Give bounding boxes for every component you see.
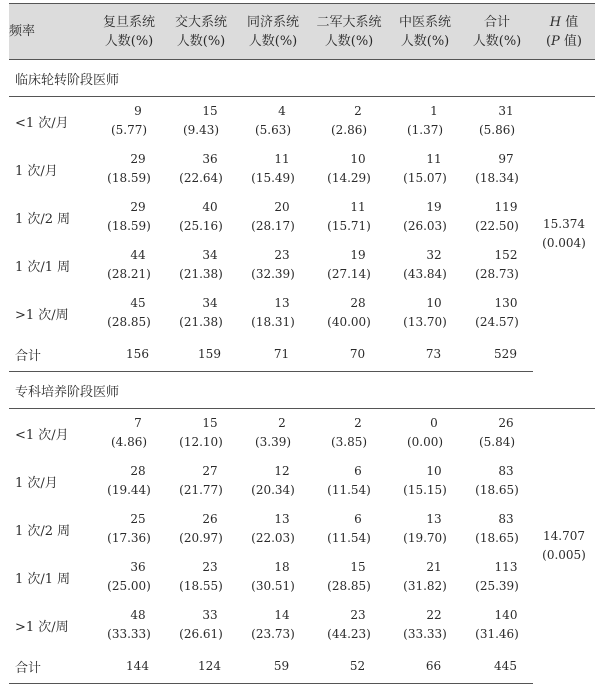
- cell-percent: (28.73): [475, 267, 519, 281]
- cell-count: 29: [130, 200, 146, 214]
- cell-percent: (43.84): [403, 267, 447, 281]
- header-col-total: 合计 人数(%): [461, 4, 533, 60]
- cell-percent: (21.38): [179, 267, 223, 281]
- cell-count: 2: [278, 416, 286, 430]
- table-cell: [389, 145, 461, 193]
- cell-percent: (2.86): [330, 123, 368, 137]
- table-cell: [309, 289, 389, 337]
- table-cell: [461, 409, 533, 458]
- cell-count: 15: [202, 104, 218, 118]
- cell-percent: (15.49): [251, 171, 295, 185]
- total-value: 156: [93, 337, 165, 372]
- table-cell: [165, 601, 237, 649]
- cell-count: 19: [426, 200, 442, 214]
- table-cell: [165, 145, 237, 193]
- cell-count: 83: [498, 512, 514, 526]
- cell-count: 6: [354, 512, 362, 526]
- total-value: 124: [165, 649, 237, 684]
- cell-percent: (13.70): [403, 315, 447, 329]
- cell-count: 15: [350, 560, 366, 574]
- cell-percent: (21.38): [179, 315, 223, 329]
- total-value: 52: [309, 649, 389, 684]
- cell-percent: (15.71): [327, 219, 371, 233]
- table-cell: [309, 601, 389, 649]
- table-cell: [389, 241, 461, 289]
- cell-count: 6: [354, 464, 362, 478]
- header-col-zhongyi: 中医系统 人数(%): [389, 4, 461, 60]
- cell-count: 2: [354, 104, 362, 118]
- cell-count: 12: [274, 464, 290, 478]
- total-value: 144: [93, 649, 165, 684]
- cell-count: 11: [274, 152, 290, 166]
- cell-count: 45: [130, 296, 146, 310]
- cell-count: 44: [130, 248, 146, 262]
- cell-count: 34: [202, 296, 218, 310]
- cell-percent: (5.86): [478, 123, 516, 137]
- table-cell: [389, 601, 461, 649]
- table-cell: [93, 601, 165, 649]
- table-cell: [93, 553, 165, 601]
- cell-percent: (28.17): [251, 219, 295, 233]
- cell-percent: (26.61): [179, 627, 223, 641]
- cell-count: 11: [350, 200, 366, 214]
- row-label: 1 次/1 周: [15, 571, 71, 587]
- cell-percent: (19.70): [403, 531, 447, 545]
- table-cell: [461, 457, 533, 505]
- table-cell: [461, 601, 533, 649]
- total-value: 70: [309, 337, 389, 372]
- cell-count: 140: [494, 608, 518, 622]
- table-cell: [237, 241, 309, 289]
- table-row: [9, 241, 595, 289]
- cell-count: 13: [426, 512, 442, 526]
- cell-percent: (22.50): [475, 219, 519, 233]
- cell-percent: (30.51): [251, 579, 295, 593]
- cell-count: 15: [202, 416, 218, 430]
- cell-count: 26: [498, 416, 514, 430]
- cell-count: 34: [202, 248, 218, 262]
- cell-count: 4: [278, 104, 286, 118]
- table-cell: [309, 97, 389, 146]
- table-cell: [93, 289, 165, 337]
- cell-percent: (20.97): [179, 531, 223, 545]
- table-cell: [237, 505, 309, 553]
- table-cell: [389, 553, 461, 601]
- header-col-h-value: H 值 (P 值): [533, 4, 595, 60]
- table-cell: [165, 193, 237, 241]
- table-cell: [461, 97, 533, 146]
- table-cell: [309, 505, 389, 553]
- cell-percent: (22.64): [179, 171, 223, 185]
- cell-percent: (11.54): [327, 531, 371, 545]
- cell-percent: (20.34): [251, 483, 295, 497]
- cell-percent: (22.03): [251, 531, 295, 545]
- cell-percent: (5.84): [478, 435, 516, 449]
- total-value: 159: [165, 337, 237, 372]
- cell-count: 11: [426, 152, 442, 166]
- header-col-jiaoda: 交大系统 人数(%): [165, 4, 237, 60]
- cell-percent: (11.54): [327, 483, 371, 497]
- cell-percent: (28.21): [107, 267, 151, 281]
- cell-percent: (18.55): [179, 579, 223, 593]
- table-cell: [461, 505, 533, 553]
- row-label: 1 次/2 周: [15, 523, 71, 539]
- cell-percent: (28.85): [327, 579, 371, 593]
- cell-percent: (5.63): [254, 123, 292, 137]
- table-cell: [389, 457, 461, 505]
- table-cell: [237, 409, 309, 458]
- table-cell: [389, 409, 461, 458]
- cell-count: 18: [274, 560, 290, 574]
- table-row: [9, 553, 595, 601]
- table-row: [9, 97, 595, 146]
- cell-count: 10: [350, 152, 366, 166]
- table-cell: [237, 289, 309, 337]
- table-cell: [237, 193, 309, 241]
- h-value: 14.707: [543, 529, 585, 544]
- cell-count: 27: [202, 464, 218, 478]
- table-cell: [237, 145, 309, 193]
- cell-percent: (18.59): [107, 171, 151, 185]
- cell-count: 113: [494, 560, 518, 574]
- cell-count: 83: [498, 464, 514, 478]
- cell-count: 22: [426, 608, 442, 622]
- cell-count: 10: [426, 464, 442, 478]
- cell-count: 2: [354, 416, 362, 430]
- table-cell: [165, 289, 237, 337]
- p-value: (0.005): [542, 548, 586, 563]
- cell-count: 152: [494, 248, 518, 262]
- cell-percent: (26.03): [403, 219, 447, 233]
- cell-count: 48: [130, 608, 146, 622]
- table-cell: [93, 505, 165, 553]
- cell-percent: (27.14): [327, 267, 371, 281]
- cell-percent: (12.10): [179, 435, 223, 449]
- cell-count: 97: [498, 152, 514, 166]
- table-header-row: [9, 4, 595, 60]
- total-row: [9, 337, 595, 372]
- total-value: 66: [389, 649, 461, 684]
- total-value: 445: [461, 649, 533, 684]
- table-cell: [309, 457, 389, 505]
- cell-percent: (23.73): [251, 627, 295, 641]
- row-label: 1 次/2 周: [15, 211, 71, 227]
- cell-percent: (18.65): [475, 483, 519, 497]
- table-row: [9, 193, 595, 241]
- row-label: >1 次/周: [15, 307, 69, 323]
- cell-count: 32: [426, 248, 442, 262]
- table-cell: [93, 457, 165, 505]
- cell-count: 23: [350, 608, 366, 622]
- table-cell: [93, 145, 165, 193]
- total-value: 59: [237, 649, 309, 684]
- table-row: [9, 145, 595, 193]
- table-cell: [165, 409, 237, 458]
- cell-percent: (33.33): [403, 627, 447, 641]
- section-heading-row: [9, 372, 595, 409]
- cell-count: 23: [274, 248, 290, 262]
- cell-count: 23: [202, 560, 218, 574]
- table-cell: [389, 193, 461, 241]
- h-value-cell: [533, 97, 595, 372]
- cell-percent: (31.82): [403, 579, 447, 593]
- table-cell: [461, 145, 533, 193]
- cell-percent: (25.39): [475, 579, 519, 593]
- row-label: <1 次/月: [15, 115, 69, 131]
- row-label: 1 次/月: [15, 475, 58, 491]
- table-cell: [389, 505, 461, 553]
- cell-count: 14: [274, 608, 290, 622]
- cell-percent: (1.37): [406, 123, 444, 137]
- cell-percent: (3.85): [330, 435, 368, 449]
- cell-count: 19: [350, 248, 366, 262]
- table-cell: [165, 553, 237, 601]
- table-cell: [93, 193, 165, 241]
- table-cell: [309, 553, 389, 601]
- table-cell: [165, 97, 237, 146]
- cell-count: 25: [130, 512, 146, 526]
- cell-count: 36: [202, 152, 218, 166]
- cell-percent: (21.77): [179, 483, 223, 497]
- table-cell: [93, 241, 165, 289]
- cell-percent: (4.86): [110, 435, 148, 449]
- table-cell: [309, 241, 389, 289]
- table-cell: [309, 193, 389, 241]
- total-value: 73: [389, 337, 461, 372]
- cell-count: 21: [426, 560, 442, 574]
- cell-count: 13: [274, 512, 290, 526]
- cell-percent: (15.15): [403, 483, 447, 497]
- table-cell: [461, 193, 533, 241]
- row-label: <1 次/月: [15, 427, 69, 443]
- table-row: [9, 505, 595, 553]
- row-label: 1 次/1 周: [15, 259, 71, 275]
- table-cell: [309, 145, 389, 193]
- table-cell: [309, 409, 389, 458]
- cell-percent: (0.00): [406, 435, 444, 449]
- header-col-tongji: 同济系统 人数(%): [237, 4, 309, 60]
- section-title: 专科培养阶段医师: [9, 372, 595, 409]
- cell-percent: (31.46): [475, 627, 519, 641]
- table-cell: [237, 457, 309, 505]
- cell-percent: (19.44): [107, 483, 151, 497]
- cell-count: 13: [274, 296, 290, 310]
- cell-percent: (28.85): [107, 315, 151, 329]
- table-cell: [237, 97, 309, 146]
- cell-percent: (25.16): [179, 219, 223, 233]
- h-value-cell: [533, 409, 595, 684]
- cell-percent: (24.57): [475, 315, 519, 329]
- cell-percent: (25.00): [107, 579, 151, 593]
- cell-percent: (18.59): [107, 219, 151, 233]
- table-cell: [93, 409, 165, 458]
- cell-count: 130: [494, 296, 518, 310]
- table-cell: [461, 553, 533, 601]
- total-value: 71: [237, 337, 309, 372]
- p-value: (0.004): [542, 236, 586, 251]
- table-cell: [237, 553, 309, 601]
- cell-percent: (33.33): [107, 627, 151, 641]
- header-frequency: 频率: [9, 4, 93, 60]
- row-label: >1 次/周: [15, 619, 69, 635]
- cell-percent: (14.29): [327, 171, 371, 185]
- section-title: 临床轮转阶段医师: [9, 60, 595, 97]
- cell-count: 0: [430, 416, 438, 430]
- cell-count: 9: [134, 104, 142, 118]
- cell-count: 1: [430, 104, 438, 118]
- cell-count: 10: [426, 296, 442, 310]
- h-value: 15.374: [543, 217, 585, 232]
- cell-percent: (17.36): [107, 531, 151, 545]
- table-cell: [461, 241, 533, 289]
- table-row: [9, 409, 595, 458]
- cell-percent: (40.00): [327, 315, 371, 329]
- cell-percent: (9.43): [182, 123, 220, 137]
- table-cell: [461, 289, 533, 337]
- table-row: [9, 289, 595, 337]
- row-label: 1 次/月: [15, 163, 58, 179]
- section-heading-row: [9, 60, 595, 97]
- cell-percent: (44.23): [327, 627, 371, 641]
- cell-percent: (18.65): [475, 531, 519, 545]
- table-cell: [237, 601, 309, 649]
- total-label: 合计: [9, 649, 93, 684]
- table-cell: [165, 505, 237, 553]
- cell-percent: (18.31): [251, 315, 295, 329]
- header-col-erjunda: 二军大系统 人数(%): [309, 4, 389, 60]
- header-col-fudan: 复旦系统 人数(%): [93, 4, 165, 60]
- total-label: 合计: [9, 337, 93, 372]
- table-cell: [93, 97, 165, 146]
- cell-count: 36: [130, 560, 146, 574]
- total-value: 529: [461, 337, 533, 372]
- cell-percent: (15.07): [403, 171, 447, 185]
- table-body: [9, 60, 595, 684]
- total-row: [9, 649, 595, 684]
- cell-count: 28: [350, 296, 366, 310]
- table-row: [9, 457, 595, 505]
- cell-count: 26: [202, 512, 218, 526]
- cell-count: 29: [130, 152, 146, 166]
- table-cell: [165, 457, 237, 505]
- table-cell: [165, 241, 237, 289]
- cell-percent: (5.77): [110, 123, 148, 137]
- cell-percent: (32.39): [251, 267, 295, 281]
- cell-count: 40: [202, 200, 218, 214]
- cell-count: 119: [494, 200, 518, 214]
- cell-count: 28: [130, 464, 146, 478]
- frequency-table: [9, 3, 595, 684]
- table-cell: [389, 97, 461, 146]
- cell-count: 31: [498, 104, 514, 118]
- cell-percent: (18.34): [475, 171, 519, 185]
- cell-count: 7: [134, 416, 142, 430]
- table-cell: [389, 289, 461, 337]
- table-row: [9, 601, 595, 649]
- cell-count: 33: [202, 608, 218, 622]
- cell-percent: (3.39): [254, 435, 292, 449]
- cell-count: 20: [274, 200, 290, 214]
